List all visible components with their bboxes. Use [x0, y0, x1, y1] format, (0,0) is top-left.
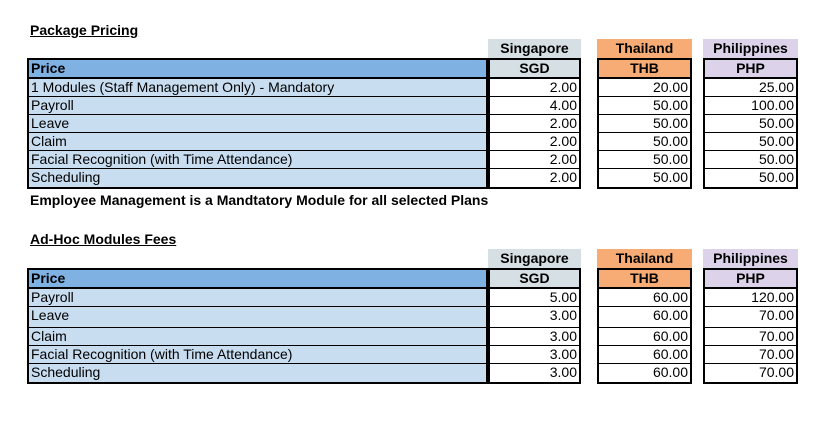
sgd-value: 3.00 [488, 328, 581, 346]
table-row-label: Claim [27, 133, 488, 151]
table-row-label: Leave [27, 115, 488, 133]
sgd-value: 2.00 [488, 169, 581, 189]
thb-value: 60.00 [597, 328, 692, 346]
thb-value: 50.00 [597, 151, 692, 169]
sgd-value: 2.00 [488, 79, 581, 97]
table-row-label: Claim [27, 328, 488, 346]
thailand-header: Thailand [597, 249, 692, 269]
thb-header: THB [597, 268, 692, 289]
sgd-value: 5.00 [488, 289, 581, 307]
sgd-value: 2.00 [488, 151, 581, 169]
price-header: Price [27, 268, 488, 289]
mandatory-module-note: Employee Management is a Mandtatory Module for all selected Plans [30, 192, 489, 208]
php-header: PHP [703, 58, 798, 79]
thailand-header: Thailand [597, 39, 692, 59]
php-value: 70.00 [703, 346, 798, 364]
table-row-label: Facial Recognition (with Time Attendance) [27, 346, 488, 364]
sgd-value: 3.00 [488, 364, 581, 384]
thb-value: 50.00 [597, 133, 692, 151]
thb-value: 20.00 [597, 79, 692, 97]
table-row-label: Scheduling [27, 364, 488, 384]
thb-header: THB [597, 58, 692, 79]
table-row-label: Facial Recognition (with Time Attendance) [27, 151, 488, 169]
table-row-label: Payroll [27, 289, 488, 307]
thb-value: 60.00 [597, 346, 692, 364]
adhoc-fees-title: Ad-Hoc Modules Fees [30, 231, 177, 247]
table-row-label: Scheduling [27, 169, 488, 189]
sgd-header: SGD [488, 58, 581, 79]
thb-value: 50.00 [597, 97, 692, 115]
sgd-value: 3.00 [488, 307, 581, 328]
php-value: 50.00 [703, 169, 798, 189]
php-value: 120.00 [703, 289, 798, 307]
php-value: 70.00 [703, 307, 798, 328]
table-row-label: Payroll [27, 97, 488, 115]
package-pricing-title: Package Pricing [30, 22, 139, 38]
php-value: 70.00 [703, 364, 798, 384]
table-row-label: Leave [27, 307, 488, 328]
philippines-header: Philippines [703, 249, 798, 269]
php-header: PHP [703, 268, 798, 289]
php-value: 50.00 [703, 115, 798, 133]
sgd-header: SGD [488, 268, 581, 289]
thb-value: 60.00 [597, 289, 692, 307]
singapore-header: Singapore [488, 39, 581, 59]
php-value: 70.00 [703, 328, 798, 346]
thb-value: 60.00 [597, 307, 692, 328]
price-header: Price [27, 58, 488, 79]
sgd-value: 2.00 [488, 133, 581, 151]
sgd-value: 3.00 [488, 346, 581, 364]
thb-value: 50.00 [597, 115, 692, 133]
php-value: 50.00 [703, 133, 798, 151]
thb-value: 50.00 [597, 169, 692, 189]
sgd-value: 4.00 [488, 97, 581, 115]
php-value: 25.00 [703, 79, 798, 97]
sgd-value: 2.00 [488, 115, 581, 133]
singapore-header: Singapore [488, 249, 581, 269]
philippines-header: Philippines [703, 39, 798, 59]
table-row-label: 1 Modules (Staff Management Only) - Mandatory [27, 79, 488, 97]
php-value: 100.00 [703, 97, 798, 115]
php-value: 50.00 [703, 151, 798, 169]
thb-value: 60.00 [597, 364, 692, 384]
